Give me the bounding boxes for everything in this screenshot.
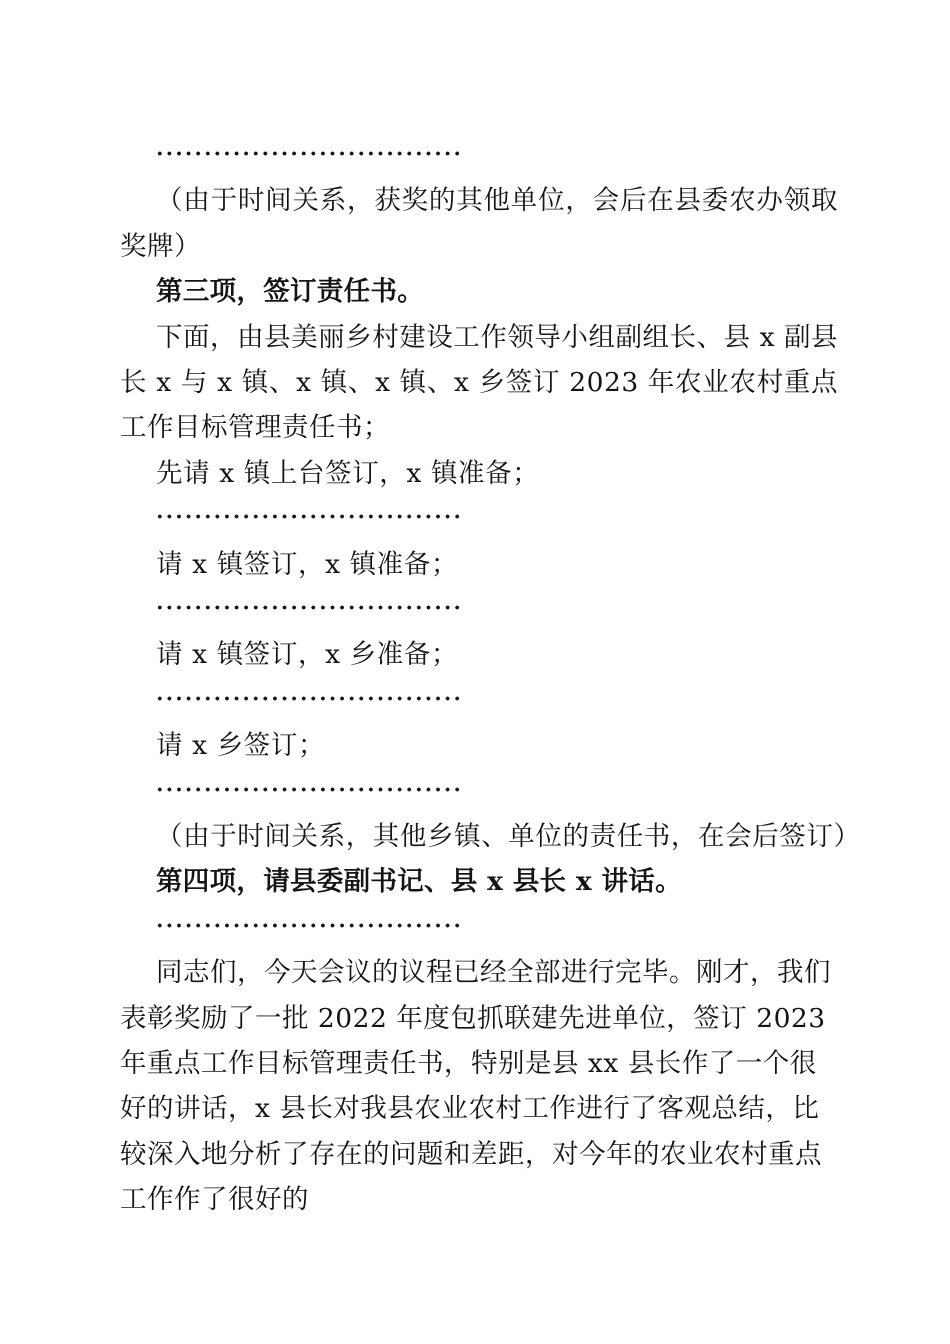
ellipsis-row-6 xyxy=(120,905,838,950)
paragraph-closing-remarks: 同志们，今天会议的议程已经全部进行完毕。刚才，我们表彰奖励了一批 2022 年度包抓联建先进单位，签订 2023 年重点工作目标管理责任书，特别是县 xx 县长作了一个很好的讲话，x 县长对我县农业农村工作进行了客观总结，比较深入地分析了存在的问题和差距，对今年的农业农村重点工作作了很好的 xyxy=(120,957,831,1216)
line-other-township-note: （由于时间关系，其他乡镇、单位的责任书，在会后签订） xyxy=(156,821,861,853)
dotted-line-glyphs xyxy=(155,151,462,156)
ellipsis-row-2 xyxy=(120,496,838,541)
dotted-line-glyphs xyxy=(155,514,462,519)
paragraph-award-note: （由于时间关系，获奖的其他单位，会后在县委农办领取奖牌） xyxy=(120,185,838,262)
dotted-line-glyphs xyxy=(155,696,462,701)
line-second-town-sign: 请 x 镇签订，x 镇准备； xyxy=(156,548,459,580)
line-third-town-sign: 请 x 镇签订，x 乡准备； xyxy=(156,639,459,671)
ellipsis-row-5 xyxy=(120,769,838,814)
paragraph-responsibility-signing: 下面，由县美丽乡村建设工作领导小组副组长、县 x 副县长 x 与 x 镇、x 镇、x 镇、x 乡签订 2023 年农业农村重点工作目标管理责任书； xyxy=(120,321,838,444)
ellipsis-row-1 xyxy=(120,133,838,178)
line-township-sign: 请 x 乡签订； xyxy=(156,730,326,762)
heading-item-three: 第三项，签订责任书。 xyxy=(156,276,424,308)
ellipsis-row-3 xyxy=(120,587,838,632)
ellipsis-row-4 xyxy=(120,678,838,723)
dotted-line-glyphs xyxy=(155,787,462,792)
dotted-line-glyphs xyxy=(155,605,462,610)
line-first-town-sign: 先请 x 镇上台签订，x 镇准备； xyxy=(156,457,540,489)
heading-item-four: 第四项，请县委副书记、县 x 县长 x 讲话。 xyxy=(156,866,682,898)
dotted-line-glyphs xyxy=(155,923,462,928)
document-body xyxy=(120,133,861,1223)
